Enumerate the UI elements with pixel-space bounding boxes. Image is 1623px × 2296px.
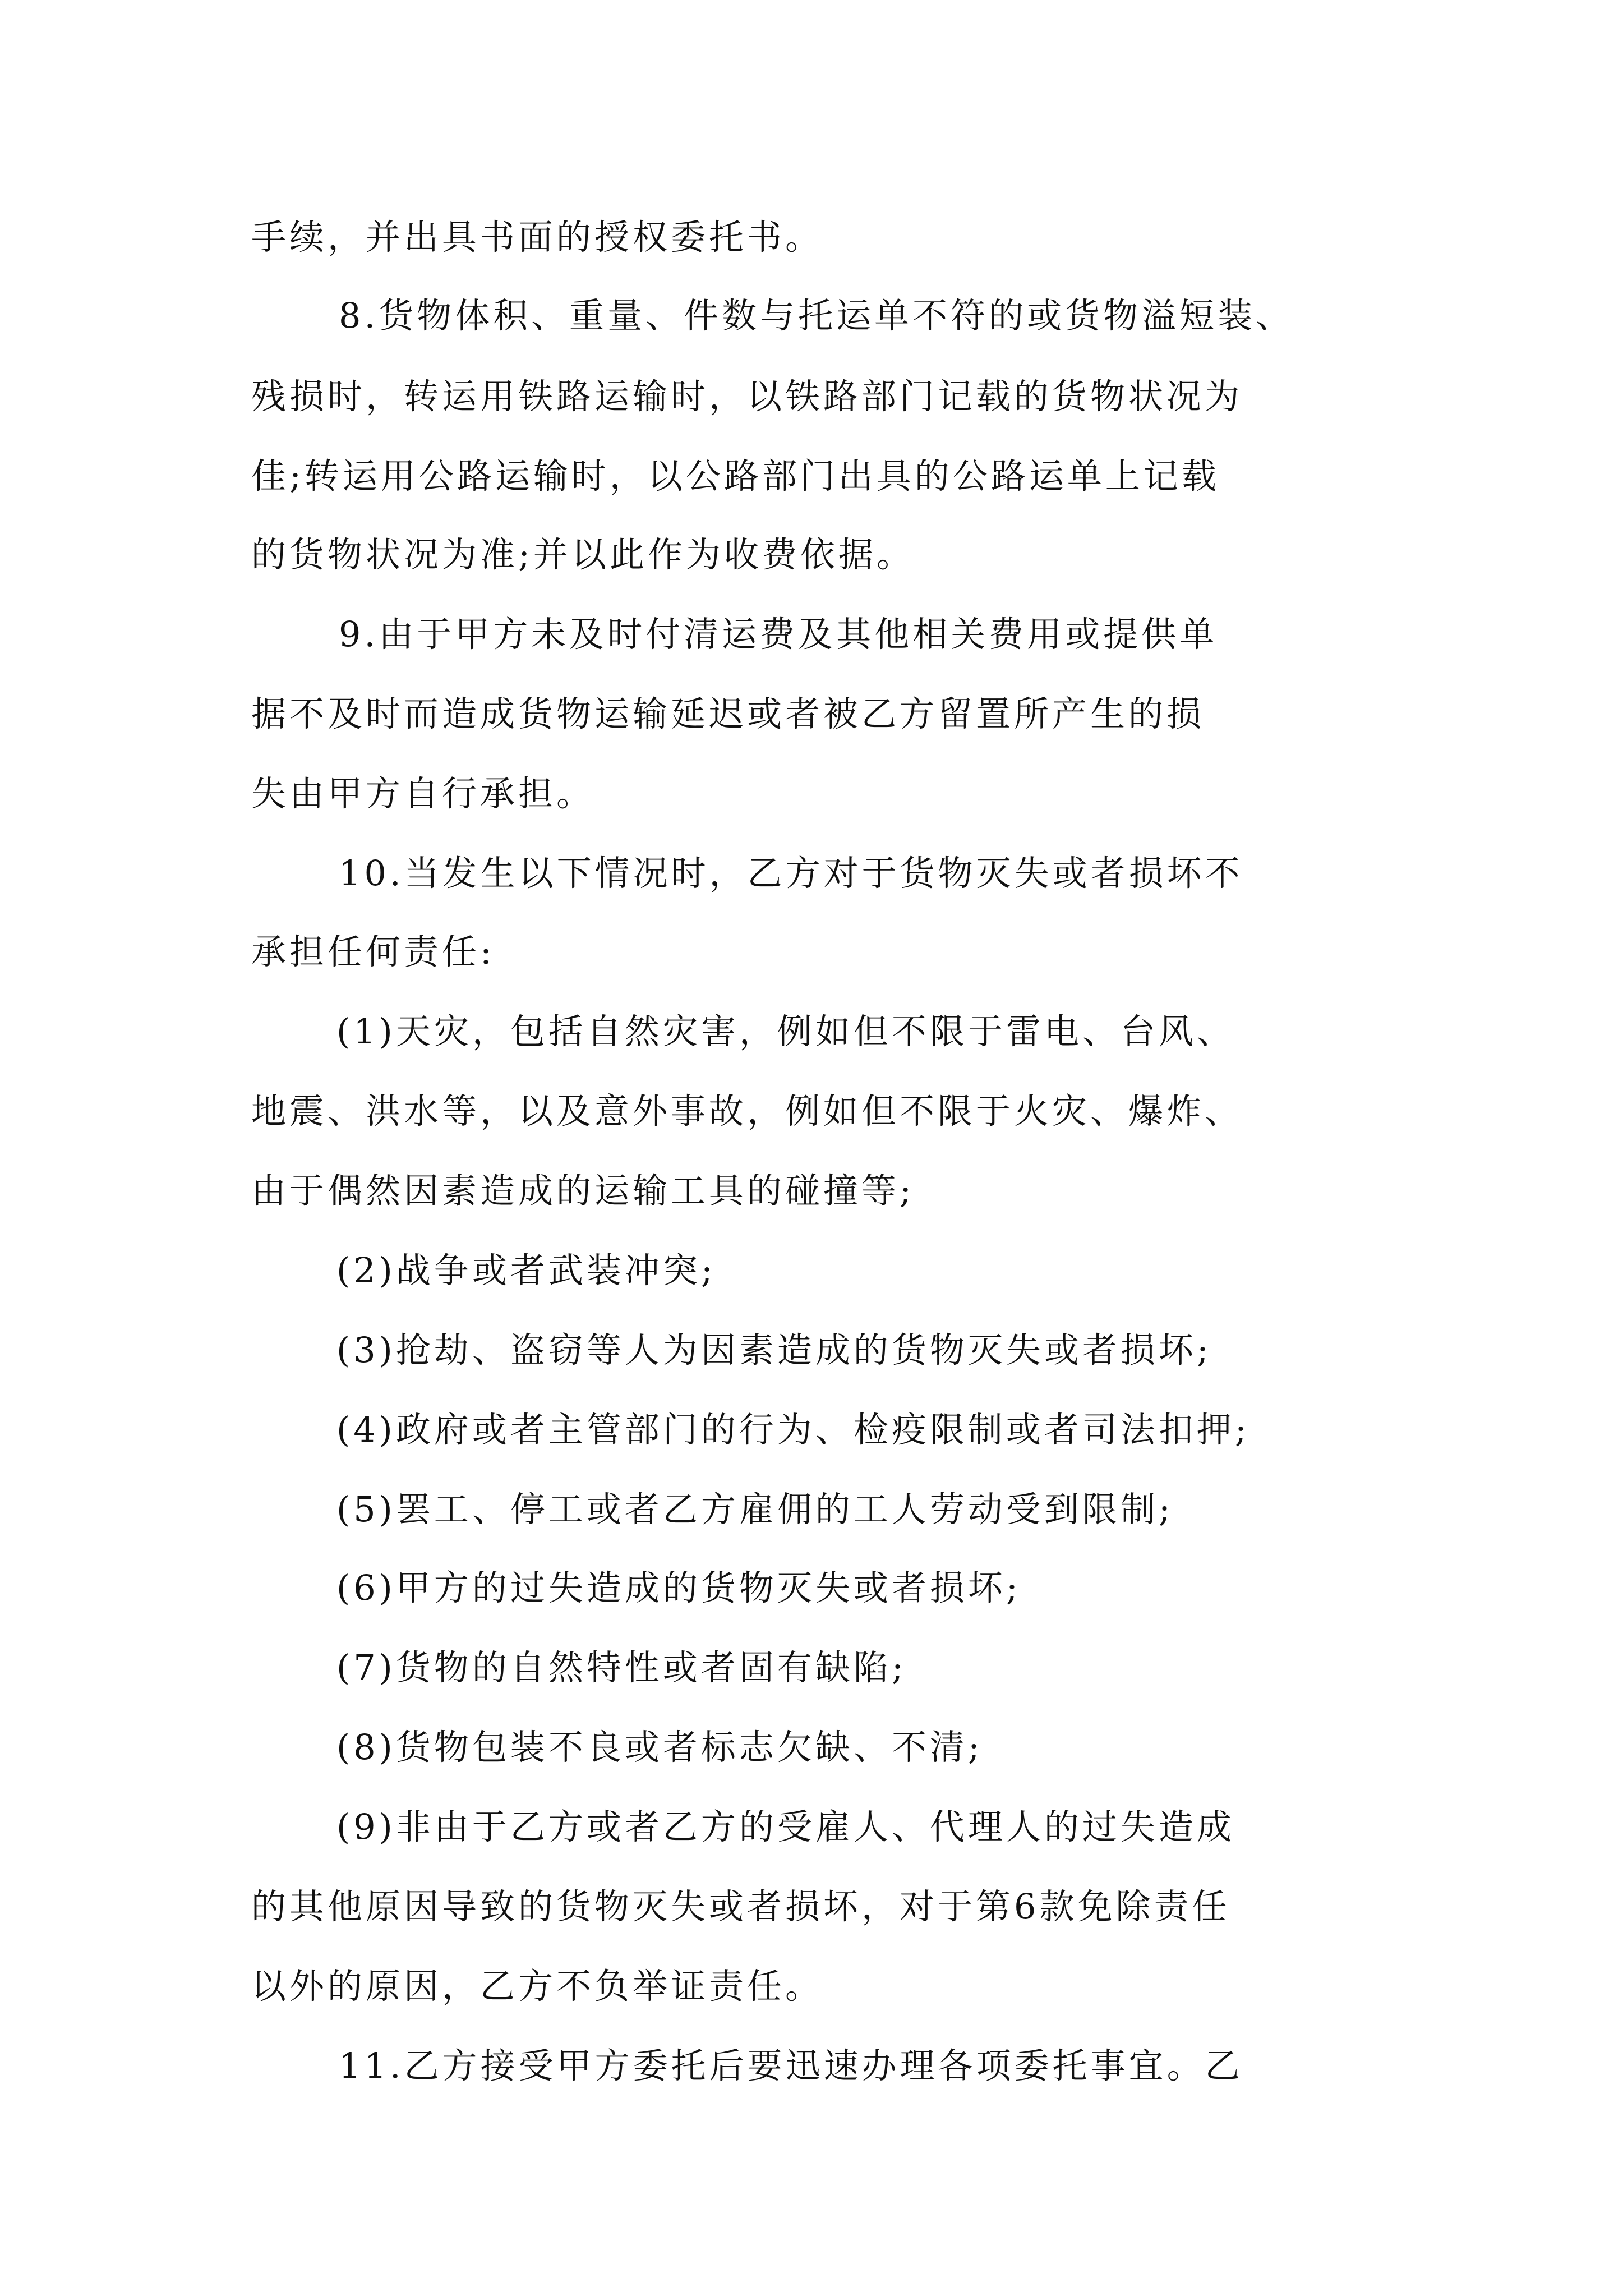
text-line: 以外的原因，乙方不负举证责任。 — [251, 1966, 824, 2007]
text-line: (9)非由于乙方或者乙方的受雇人、代理人的过失造成 — [336, 1806, 1235, 1847]
text-line: (5)罢工、停工或者乙方雇佣的工人劳动受到限制; — [336, 1489, 1174, 1530]
text-line: 8.货物体积、重量、件数与托运单不符的或货物溢短装、 — [339, 295, 1294, 336]
text-line: 的货物状况为准;并以此作为收费依据。 — [251, 534, 915, 575]
text-line: (6)甲方的过失造成的货物灭失或者损坏; — [336, 1567, 1021, 1608]
text-line: 地震、洪水等，以及意外事故，例如但不限于火灾、爆炸、 — [251, 1091, 1243, 1131]
text-line: 11.乙方接受甲方委托后要迅速办理各项委托事宜。乙 — [339, 2045, 1243, 2086]
text-line: 手续，并出具书面的授权委托书。 — [251, 217, 824, 257]
text-line: 承担任何责任: — [251, 931, 495, 972]
text-line: (8)货物包装不良或者标志欠缺、不清; — [336, 1727, 983, 1768]
text-line: 残损时，转运用铁路运输时，以铁路部门记载的货物状况为 — [251, 376, 1243, 417]
text-line: 由于偶然因素造成的运输工具的碰撞等; — [251, 1170, 915, 1211]
text-line: 的其他原因导致的货物灭失或者损坏，对于第6款免除责任 — [251, 1886, 1230, 1927]
text-line: 失由甲方自行承担。 — [251, 773, 595, 814]
text-line: (1)天灾，包括自然灾害，例如但不限于雷电、台风、 — [336, 1011, 1235, 1052]
text-line: 10.当发生以下情况时，乙方对于货物灭失或者损坏不 — [339, 853, 1243, 894]
text-line: (4)政府或者主管部门的行为、检疫限制或者司法扣押; — [336, 1409, 1250, 1450]
text-line: (3)抢劫、盗窃等人为因素造成的货物灭失或者损坏; — [336, 1329, 1212, 1370]
text-line: 9.由于甲方未及时付清运费及其他相关费用或提供单 — [339, 614, 1218, 655]
text-line: 佳;转运用公路运输时，以公路部门出具的公路运单上记载 — [251, 455, 1220, 496]
text-line: (2)战争或者武装冲突; — [336, 1250, 716, 1291]
text-line: 据不及时而造成货物运输延迟或者被乙方留置所产生的损 — [251, 693, 1205, 734]
text-line: (7)货物的自然特性或者固有缺陷; — [336, 1647, 907, 1688]
